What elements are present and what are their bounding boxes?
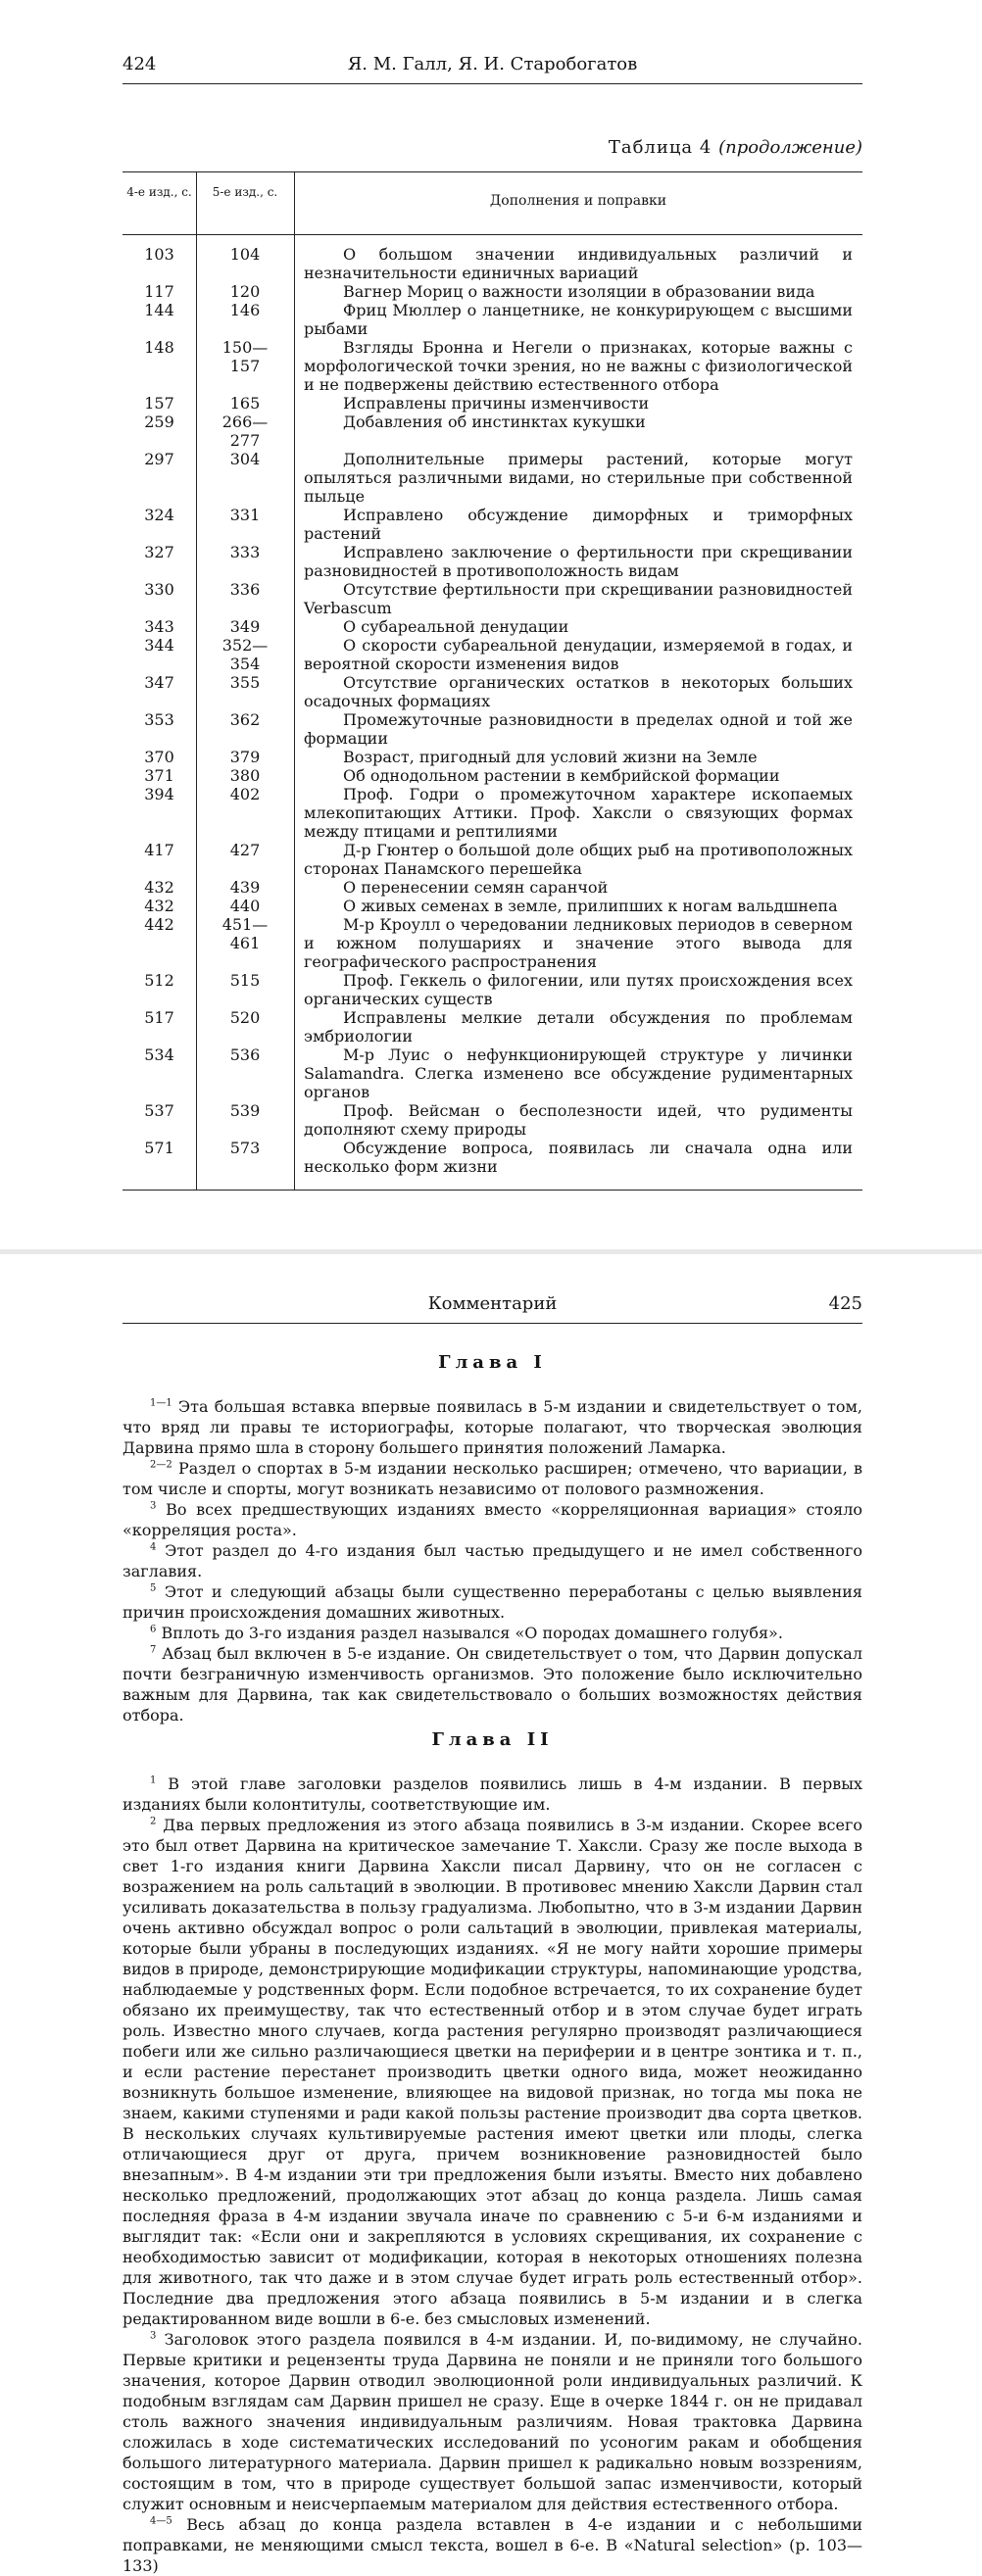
page-4th-edition: 417 [144,841,174,859]
footnote-text: Этот и следующий абзацы были существенно переработаны с целью выявления причин происхождения домашних животных. [123,1582,862,1622]
page-5th-edition: 379 [229,748,261,766]
addition-text: Д-р Гюнтер о большой доле общих рыб на противоположных сторонах Панамского перешейка [304,841,853,878]
footnote [123,2514,862,2576]
page-5th-edition: 146 [229,301,261,319]
page-424 [0,0,982,1249]
page-425 [0,1254,982,2575]
page-4th-edition: 534 [144,1045,174,1064]
footnote [123,1396,862,1458]
page-5th-edition: 451— 461 [221,915,269,952]
footnote-text: В этой главе заголовки разделов появились лишь в 4-м издании. В первых изданиях были колонтитулы, соответствующие им. [123,1774,862,1814]
page-header [123,1293,862,1323]
page-4th-edition: 157 [144,394,174,413]
table-row [123,580,862,617]
page-5th-edition: 150— 157 [221,338,269,375]
footnote-marker: 3 [150,1500,157,1512]
page-4th-edition: 512 [144,971,174,990]
footnote-marker: 1 [150,1774,157,1786]
table-row [123,1008,862,1045]
chapter-2-notes [123,1774,862,2576]
addition-text: О скорости субареальной денудации, измеряемой в годах, и вероятной скорости изменения видов [304,636,853,673]
footnote [123,1458,862,1499]
table-row [123,915,862,971]
addition-text: Отсутствие органических остатков в некоторых больших осадочных формациях [304,673,853,710]
footnote-marker: 1—1 [150,1397,172,1409]
table-row [123,245,862,282]
page-4th-edition: 394 [144,785,174,803]
page-4th-edition: 148 [144,338,174,357]
addition-text: О субареальной денудации [343,617,569,636]
page-5th-edition: 266— 277 [221,413,269,450]
running-head: Комментарий [427,1293,558,1314]
table-row [123,673,862,710]
addition-text: Исправлены мелкие детали обсуждения по проблемам эмбриологии [304,1008,853,1045]
page-5th-edition: 120 [229,282,261,301]
table-row [123,766,862,785]
footnote [123,1774,862,1815]
page-5th-edition: 349 [229,617,261,636]
footnote-text: Весь абзац до конца раздела вставлен в 4-е издании и с небольшими поправками, не меняющими смысл текста, вошел в 6-е. В «Natural selection» (p. 103—133) [123,2515,862,2575]
footnote-marker: 3 [150,2330,157,2342]
page-5th-edition: 104 [229,245,261,264]
chapter-heading-2: Глава II [431,1729,554,1750]
page-5th-edition: 427 [229,841,261,859]
addition-text: М-р Кроулл о чередовании ледниковых периодов в северном и южном полушариях и значение этого вывода для географического распространения [304,915,853,971]
page-5th-edition: 336 [229,580,261,599]
page-4th-edition: 347 [144,673,174,692]
footnote-text: Вплоть до 3-го издания раздел назывался «О породах домашнего голубя». [161,1624,783,1642]
page-header [123,54,862,83]
footnote-text: Абзац был включен в 5-е издание. Он свидетельствует о том, что Дарвин допускал почти безграничную изменчивость организмов. Это положение было исключительно важным для Дарвина, так как свидетельствовало о больших возможностях действия отбора. [123,1644,862,1725]
table-caption-label: Таблица 4 [608,137,712,158]
page-5th-edition: 380 [229,766,261,785]
footnote-marker: 4 [150,1541,157,1553]
footnote-text: Заголовок этого раздела появился в 4-м издании. И, по-видимому, не случайно. Первые критики и рецензенты труда Дарвина не поняли и не приняли того большого значения, которое Дарвин отводил эволюционной роли индивидуальных различий. К подобным взглядам сам Дарвин пришел не сразу. Еще в очерке 1844 г. он не придавал столь важного значения индивидуальным различиям. Новая трактовка Дарвина сложилась в ходе систематических исследований по усоногим ракам и обобщения большого литературного материала. Дарвин пришел к радикально новым воззрениям, состоящим в том, что в природе существует большой запас изменчивости, который служит основным и неисчерпаемым материалом для действия естественного отбора. [123,2330,862,2513]
page-4th-edition: 442 [144,915,174,934]
addition-text: Дополнительные примеры растений, которые могут опыляться различными видами, но стерильные при собственной пыльце [304,450,853,506]
addition-text: Исправлены причины изменчивости [343,394,650,413]
table-body [123,245,862,1176]
page-5th-edition: 440 [229,897,261,915]
page-4th-edition: 330 [144,580,174,599]
page-5th-edition: 539 [229,1101,261,1120]
page-number: 424 [123,54,157,74]
addition-text: Об однодольном растении в кембрийской формации [343,766,780,785]
page-number: 425 [828,1293,862,1314]
table-row [123,338,862,394]
addition-text: М-р Луис о нефункционирующей структуре у личинки Salamandra. Слегка изменено все обсуждение рудиментарных органов [304,1045,853,1101]
page-4th-edition: 517 [144,1008,174,1027]
footnote-marker: 7 [150,1644,157,1656]
chapter-1-notes [123,1396,862,1725]
addition-text: Вагнер Мориц о важности изоляции в образовании вида [343,282,815,301]
table-row [123,450,862,506]
page-5th-edition: 573 [229,1139,261,1157]
table-caption-note: (продолжение) [718,137,862,158]
footnote [123,1643,862,1725]
page-5th-edition: 352— 354 [221,636,269,673]
table-header-rule [123,234,862,235]
footnote [123,1540,862,1581]
header-4th-edition: 4-е изд., с. [126,185,192,199]
chapter-heading-1: Глава I [438,1352,547,1373]
table-row [123,897,862,915]
addition-text: Отсутствие фертильности при скрещивании разновидностей Verbascum [304,580,853,617]
page-4th-edition: 324 [144,506,174,524]
page-5th-edition: 165 [229,394,261,413]
footnote-text: Раздел о спортах в 5-м издании несколько расширен; отмечено, что вариации, в том числе и спорты, могут возникать независимо от полового размножения. [123,1459,862,1498]
header-rule [123,83,862,84]
page-5th-edition: 304 [229,450,261,468]
page-5th-edition: 355 [229,673,261,692]
footnote-marker: 5 [150,1582,157,1594]
page-4th-edition: 144 [144,301,174,319]
table-row [123,1045,862,1101]
page-4th-edition: 370 [144,748,174,766]
addition-text: Взгляды Бронна и Негели о признаках, которые важны с морфологической точки зрения, но не важны с физиологической и не подвержены действию естественного отбора [304,338,853,394]
page-5th-edition: 439 [229,878,261,897]
table-row [123,636,862,673]
table-row [123,543,862,580]
footnote-text: Этот раздел до 4-го издания был частью предыдущего и не имел собственного заглавия. [123,1541,862,1580]
table-bottom-rule [123,1190,862,1191]
table-row [123,748,862,766]
page-4th-edition: 344 [144,636,174,655]
table-row [123,301,862,338]
page-4th-edition: 297 [144,450,174,468]
page-5th-edition: 520 [229,1008,261,1027]
table-row [123,506,862,543]
footnote [123,2329,862,2514]
footnote-marker: 4—5 [150,2515,172,2527]
page-5th-edition: 402 [229,785,261,803]
addition-text: Проф. Вейсман о бесполезности идей, что рудименты дополняют схему природы [304,1101,853,1139]
addition-text: О большом значении индивидуальных различий и незначительности единичных вариаций [304,245,853,282]
page-4th-edition: 537 [144,1101,174,1120]
addition-text: Исправлено обсуждение диморфных и триморфных растений [304,506,853,543]
page-4th-edition: 432 [144,897,174,915]
addition-text: О живых семенах в земле, прилипших к ногам вальдшнепа [343,897,838,915]
table-row [123,617,862,636]
page-5th-edition: 362 [229,710,261,729]
addition-text: Возраст, пригодный для условий жизни на Земле [343,748,758,766]
page-4th-edition: 571 [144,1139,174,1157]
page-4th-edition: 371 [144,766,174,785]
footnote-marker: 2 [150,1816,157,1827]
addition-text: Проф. Геккель о филогении, или путях происхождения всех органических существ [304,971,853,1008]
page-4th-edition: 432 [144,878,174,897]
table-caption [609,137,862,158]
table-row [123,394,862,413]
footnote-marker: 2—2 [150,1459,172,1471]
header-5th-edition: 5-е изд., с. [212,185,278,199]
table-row [123,1101,862,1139]
page-4th-edition: 259 [144,413,174,431]
page-4th-edition: 353 [144,710,174,729]
running-head: Я. М. Галл, Я. И. Старобогатов [347,54,638,74]
header-additions: Дополнения и поправки [489,193,667,209]
table-row [123,971,862,1008]
page-5th-edition: 515 [229,971,261,990]
footnote-text: Эта большая вставка впервые появилась в 5-м издании и свидетельствует о том, что вряд ли правы те историографы, которые полагают, что творческая эволюция Дарвина прямо шла в сторону большего принятия положений Ламарка. [123,1397,862,1457]
table-row [123,1139,862,1176]
table-4 [123,171,862,1191]
footnote-marker: 6 [150,1624,157,1635]
page-4th-edition: 327 [144,543,174,561]
addition-text: О перенесении семян саранчой [343,878,609,897]
footnote-text: Во всех предшествующих изданиях вместо «корреляционная вариация» стояло «корреляция роста». [123,1500,863,1539]
footnote [123,1815,862,2329]
page-4th-edition: 103 [144,245,174,264]
page-4th-edition: 117 [144,282,174,301]
table-row [123,878,862,897]
table-row [123,710,862,748]
header-rule [123,1323,862,1324]
addition-text: Проф. Годри о промежуточном характере ископаемых млекопитающих Аттики. Проф. Хаксли о связующих формах между птицами и рептилиями [304,785,853,841]
page-4th-edition: 343 [144,617,174,636]
addition-text: Промежуточные разновидности в пределах одной и той же формации [304,710,853,748]
table-row [123,413,862,450]
addition-text: Добавления об инстинктах кукушки [343,413,646,431]
footnote-text: Два первых предложения из этого абзаца появились в 3-м издании. Скорее всего это был ответ Дарвина на критическое замечание Т. Хаксли. Сразу же после выхода в свет 1-го издания книги Дарвина Хаксли писал Дарвину, что он не согласен с возражением на роль сальтаций в эволюции. В противовес мнению Хаксли Дарвин стал усиливать доказательства в пользу градуализма. Любопытно, что в 3-м издании Дарвин очень активно обсуждал вопрос о роли сальтаций в эволюции, привлекая материалы, которые были убраны в последующих изданиях. «Я не могу найти хорошие примеры видов в природе, демонстрирующие модификации структуры, напоминающие уродства, наблюдаемые у родственных форм. Если подобное встречается, то их сохранение будет обязано их преимуществу, так что естественный отбор и в этом случае будет играть роль. Известно много случаев, когда растения регулярно производят различающиеся побеги или же сильно различающиеся цветки на периферии и в центре зонтика и т. п., и если растение перестанет производить цветки одного вида, может неожиданно возникнуть большое изменение, влияющее на видовой признак, но тогда мы пока не знаем, какими ступенями и ради какой пользы растение производит два сорта цветков. В нескольких случаях культивируемые растения имеют цветки или плоды, слегка отличающиеся друг от друга, причем возникновение разновидностей было внезапным». В 4-м издании эти три предложения были изъяты. Вместо них добавлено несколько предложений, продолжающих этот абзац до конца раздела. Лишь самая последняя фраза в 4-м издании звучала иначе по сравнению с 5-и 6-м изданиями и выглядит так: «Если они и закрепляются в условиях скрещивания, их сохранение с необходимостью зависит от модификации, которая в некоторых отношениях полезна для животного, так что даже и в этом случае будет играть роль естественный отбор». Последние два предложения этого абзаца появились в 5-м издании и в слегка редактированном виде вошли в 6-е. без смысловых изменений. [123,1816,863,2328]
page-5th-edition: 333 [229,543,261,561]
footnote [123,1623,862,1643]
page-5th-edition: 331 [229,506,261,524]
footnote [123,1581,862,1623]
page-5th-edition: 536 [229,1045,261,1064]
table-top-rule [123,171,862,172]
addition-text: Обсуждение вопроса, появилась ли сначала одна или несколько форм жизни [304,1139,853,1176]
addition-text: Исправлено заключение о фертильности при скрещивании разновидностей в противоположность видам [304,543,853,580]
addition-text: Фриц Мюллер о ланцетнике, не конкурирующем с высшими рыбами [304,301,853,338]
table-row [123,785,862,841]
table-row [123,282,862,301]
table-row [123,841,862,878]
footnote [123,1499,862,1540]
